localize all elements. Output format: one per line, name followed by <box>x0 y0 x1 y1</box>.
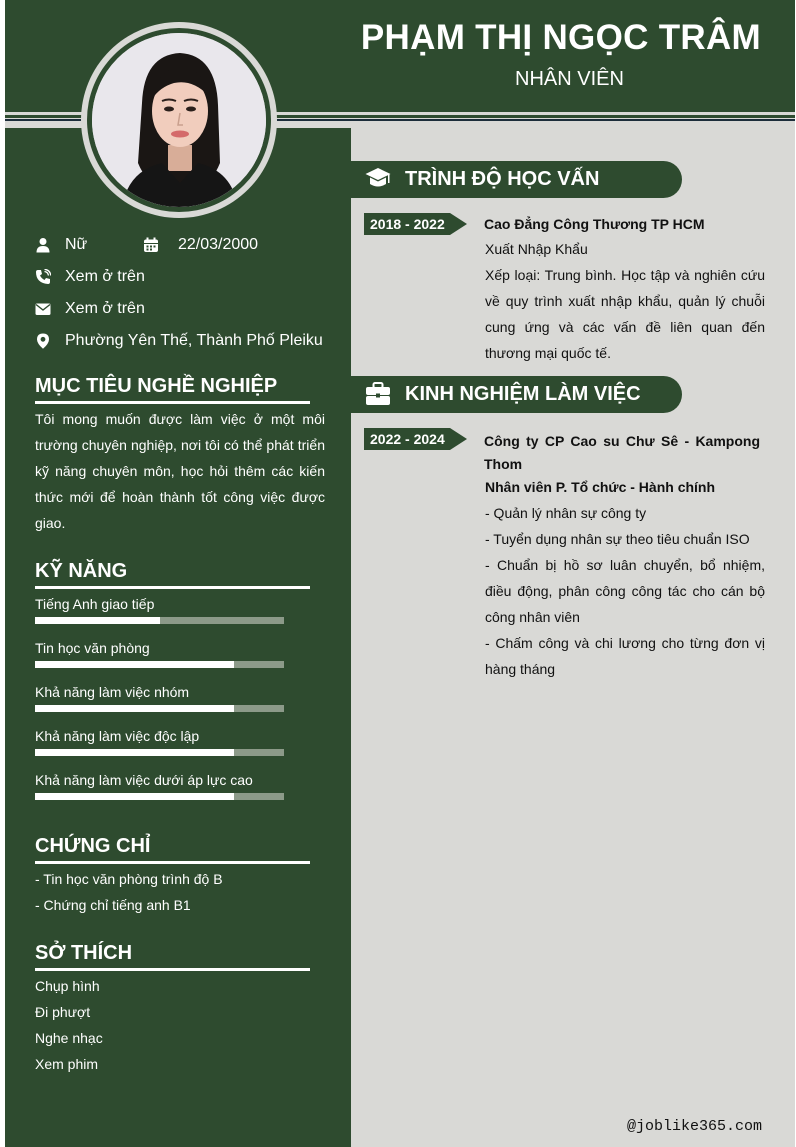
certificates-divider <box>35 861 310 864</box>
skill-bar-fill <box>35 793 234 800</box>
experience-duty: - Quản lý nhân sự công ty <box>485 505 647 521</box>
education-period: 2018 - 2022 <box>364 213 468 235</box>
objective-divider <box>35 401 310 404</box>
experience-duty: - Tuyển dụng nhân sự theo tiêu chuẩn ISO <box>485 531 750 547</box>
skill-bar <box>35 793 284 800</box>
skill-bar <box>35 705 284 712</box>
experience-company: Công ty CP Cao su Chư Sê - Kampong Thom <box>484 433 760 472</box>
education-title: TRÌNH ĐỘ HỌC VẤN <box>405 168 600 190</box>
certificate-item: - Tin học văn phòng trình độ B <box>35 871 223 887</box>
candidate-role: NHÂN VIÊN <box>515 68 624 90</box>
education-description: Xếp loại: Trung bình. Học tập và nghiên cứu về quy trình xuất nhập khẩu, quản lý chuỗi cung ứng và các vấn đề liên quan đến thương mại quốc tế. <box>485 267 765 361</box>
location-pin-icon <box>35 333 51 349</box>
skill-bar <box>35 661 284 668</box>
experience-period: 2022 - 2024 <box>364 428 468 450</box>
hobby-item: Xem phim <box>35 1056 99 1072</box>
candidate-name: PHẠM THỊ NGỌC TRÂM <box>360 18 761 57</box>
experience-duty: - Chấm công và chi lương cho từng đơn vị hàng tháng <box>485 635 765 677</box>
skill-label: Khả năng làm việc nhóm <box>35 684 190 700</box>
hobbies-divider <box>35 968 310 971</box>
objective-text: Tôi mong muốn được làm việc ở một môi trường chuyên nghiệp, nơi tôi có thể phát triển kỹ năng chuyên môn, học hỏi thêm các kiến thức mới để hoàn thành tốt công việc được giao. <box>35 411 325 531</box>
education-school: Cao Đẳng Công Thương TP HCM <box>484 216 705 232</box>
skill-bar-fill <box>35 705 234 712</box>
cv-page: PHẠM THỊ NGỌC TRÂM NHÂN VIÊN Nữ 22/03/2000 Xem ở trên Xem ở trên Phường Yên Thế, Thành Phố Pleiku MỤC TIÊU NGHỀ NGHIỆP Tôi mong muốn được làm việc ở một môi trường chuyên nghiệp, nơi tôi có thể phát triển kỹ năng chuyên môn, học hỏi thêm các kiến thức mới để hoàn thành tốt công việc được giao. KỸ NĂNG Tiếng Anh giao tiếp Tin học văn phòng Khả năng làm việc nhóm Khả năng làm việc độc lập Khả năng làm việc dưới áp lực cao CHỨNG CHỈ - Tin học văn phòng trình độ B - Chứng chỉ tiếng anh B1 SỞ THÍCH Chụp hình Đi phượt Nghe nhạc Xem phim TRÌNH ĐỘ HỌC VẤN 2018 - 2022 Cao Đẳng Công Thương TP HCM Xuất Nhập Khẩu Xếp loại: Trung bình. Học tập và nghiên cứu về quy trình xuất nhập khẩu, quản lý chuỗi cung ứng và các vấn đề liên quan đến thương mại quốc tế. KINH NGHIỆM LÀM VIỆC 2022 - 2024 Công ty CP Cao su Chư Sê - Kampong Thom Nhân viên P. Tổ chức - Hành chính - Quản lý nhân sự công ty - Tuyển dụng nhân sự theo tiêu chuẩn ISO - Chuẩn bị hồ sơ luân chuyển, bổ nhiệm, điều động, phân công công tác cho cán bộ công nhân viên - Chấm công và chi lương cho từng đơn vị hàng tháng @joblike365.com <box>5 0 795 1147</box>
skills-divider <box>35 586 310 589</box>
skill-label: Tin học văn phòng <box>35 640 150 656</box>
portrait-photo <box>92 33 266 207</box>
experience-duty: - Chuẩn bị hồ sơ luân chuyển, bổ nhiệm, điều động, phân công công tác cho cán bộ công nhân viên <box>485 557 765 625</box>
calendar-icon <box>143 237 159 253</box>
experience-position: Nhân viên P. Tổ chức - Hành chính <box>485 479 716 495</box>
experience-title: KINH NGHIỆM LÀM VIỆC <box>405 383 641 405</box>
graduation-cap-icon <box>365 167 391 191</box>
hobbies-title: SỞ THÍCH <box>35 942 133 964</box>
user-icon <box>35 237 51 253</box>
skill-bar-fill <box>35 661 234 668</box>
education-major: Xuất Nhập Khẩu <box>485 241 588 257</box>
hobby-item: Nghe nhạc <box>35 1030 103 1046</box>
briefcase-icon <box>365 382 391 406</box>
site-watermark: @joblike365.com <box>627 1118 763 1135</box>
skills-title: KỸ NĂNG <box>35 560 128 582</box>
experience-header <box>351 376 682 413</box>
phone-icon <box>35 269 51 285</box>
skill-bar-fill <box>35 617 160 624</box>
education-header <box>351 161 682 198</box>
skill-label: Khả năng làm việc độc lập <box>35 728 200 744</box>
certificate-item: - Chứng chỉ tiếng anh B1 <box>35 897 191 913</box>
avatar <box>81 22 277 218</box>
objective-title: MỤC TIÊU NGHỀ NGHIỆP <box>35 375 278 397</box>
skill-label: Tiếng Anh giao tiếp <box>35 596 155 612</box>
hobby-item: Chụp hình <box>35 978 100 994</box>
skill-bar-fill <box>35 749 234 756</box>
skill-label: Khả năng làm việc dưới áp lực cao <box>35 772 253 788</box>
certificates-title: CHỨNG CHỈ <box>35 835 151 857</box>
email-icon <box>35 301 51 317</box>
skill-bar <box>35 749 284 756</box>
sidebar <box>5 128 351 1147</box>
hobby-item: Đi phượt <box>35 1004 91 1020</box>
skill-bar <box>35 617 284 624</box>
